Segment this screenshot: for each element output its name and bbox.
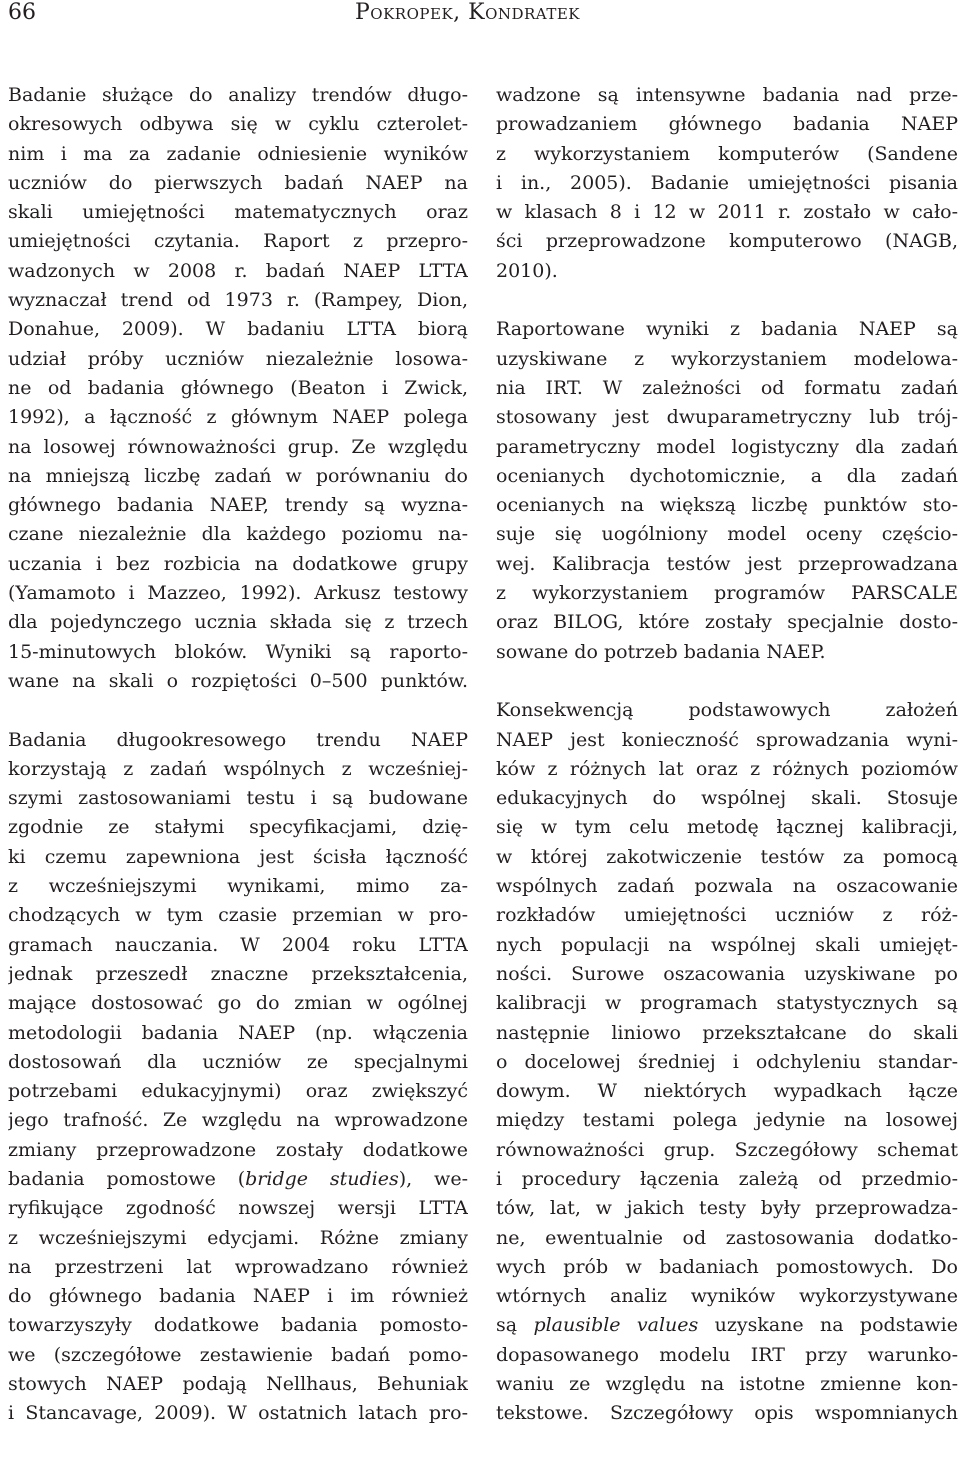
text-line: nych populacji na wspólnej skali umiejęt- [496,933,958,956]
text-line: na przestrzeni lat wprowadzano również [8,1255,468,1278]
text-line: ne od badania głównego (Beaton i Zwick, [8,376,468,399]
text-line: o docelowej średniej i odchyleniu standar- [496,1050,958,1073]
text-line: następnie liniowo przekształcane do skali [496,1021,958,1044]
text-line: Raportowane wyniki z badania NAEP są [496,318,958,341]
text-line: dostosowań dla uczniów ze specjalnymi [8,1050,468,1073]
text-line: prowadzaniem głównego badania NAEP [496,113,958,136]
text-line: dla pojedynczego ucznia składa się z trzech [8,611,468,634]
text-line: z wcześniejszymi edycjami. Różne zmiany [8,1226,468,1249]
text-line: z wykorzystaniem komputerów (Sandene [496,142,958,165]
text-line: ki czemu zapewniona jest ścisła łączność [8,845,468,868]
text-line: NAEP jest konieczność sprowadzania wyni- [496,728,958,751]
text-line: edukacyjnych do wspólnej skali. Stosuje [496,787,958,810]
text-line: ków z różnych lat oraz z różnych poziomów [496,757,958,780]
paragraph-gap [496,286,958,315]
text-line: jednak przeszedł znaczne przekształcenia, [8,962,468,985]
text-line: ne, ewentualnie od zastosowania dodatko- [496,1226,958,1249]
text-line: we (szczegółowe zestawienie badań pomo- [8,1343,468,1366]
text-line: wych prób w badaniach pomostowych. Do [496,1255,958,1278]
text-line: wtórnych analiz wyników wykorzystywane [496,1285,958,1308]
text-line: tekstowe. Szczegółowy opis wspomnianych [496,1402,958,1425]
text-line: wane na skali o rozpiętości 0–500 punktów. [8,669,468,692]
text-line: towarzyszyły dodatkowe badania pomosto- [8,1314,468,1337]
text-line: Badanie służące do analizy trendów długo- [8,84,468,106]
text-line: wadzonych w 2008 r. badań NAEP LTTA [8,259,468,282]
text-segment: uzyskane na podstawie [698,1314,958,1337]
text-line: ności. Surowe oszacowania uzyskiwane po [496,962,958,985]
text-line [496,1311,958,1340]
text-line: na mniejszą liczbę zadań w porównaniu do [8,464,468,487]
text-line: mające dostosować go do zmian w ogólnej [8,992,468,1015]
text-line: w klasach 8 i 12 w 2011 r. zostało w cało- [496,201,958,224]
text-line: potrzebami edukacyjnymi) oraz zwiększyć [8,1080,468,1103]
text-line: Donahue, 2009). W badaniu LTTA biorą [8,318,468,341]
text-line: ści przeprowadzone komputerowo (NAGB, [496,230,958,253]
text-line: parametryczny model logistyczny dla zadań [496,435,958,458]
page-number: 66 [8,0,36,25]
text-line: korzystają z zadań wspólnych z wcześniej- [8,757,468,780]
left-column [8,81,468,1429]
text-line [8,1165,468,1194]
text-line: udział próby uczniów niezależnie losowa- [8,347,468,370]
text-line: wspólnych zadań pozwala na oszacowanie [496,875,958,898]
italic-term-bridge-studies: bridge studies [245,1167,399,1190]
text-line: ocenianych na większą liczbę punktów sto- [496,494,958,517]
text-segment: badania pomostowe ( [8,1167,246,1190]
text-line: i in., 2005). Badanie umiejętności pisania [496,171,958,194]
text-line: dowym. W niektórych wypadkach łącze [496,1080,958,1103]
text-line: wyznaczał trend od 1973 r. (Rampey, Dion, [8,289,468,312]
text-line: tów, lat, w jakich testy były przeprowadza- [496,1197,958,1220]
text-line: szymi zastosowaniami testu i są budowane [8,787,468,810]
paragraph-gap [8,696,468,725]
text-line: dopasowanego modelu IRT przy warunko- [496,1343,958,1366]
text-line: sowane do potrzeb badania NAEP. [496,640,826,663]
paragraph-computer-testing [496,81,958,286]
paragraph-ltta-changes [8,726,468,1429]
text-line: okresowych odbywa się w cyklu czterolet- [8,113,468,136]
text-line: na losowej równoważności grup. Ze względu [8,435,468,458]
paragraph-gap [496,667,958,696]
text-line: uczniów do pierwszych badań NAEP na [8,171,468,194]
text-line: metodologii badania NAEP (np. włączenia [8,1021,468,1044]
paragraph-joint-calibration [496,696,958,1428]
text-line: nia IRT. W zależności od formatu zadań [496,376,958,399]
text-line: umiejętności czytania. Raport z przepro- [8,230,468,253]
text-line: uzyskiwane z wykorzystaniem modelowa- [496,347,958,370]
text-line: wej. Kalibracja testów jest przeprowadzana [496,552,958,575]
text-line: kalibracji w programach statystycznych są [496,992,958,1015]
page-header [0,0,960,30]
text-line: ocenianych dychotomicznie, a dla zadań [496,464,958,487]
text-line: uczania i bez rozbicia na dodatkowe grupy [8,552,468,575]
text-segment: są [496,1314,534,1337]
text-line: rozkładów umiejętności uczniów z róż- [496,904,958,927]
text-line: zgodnie ze stałymi specyfikacjami, dzię- [8,816,468,839]
text-line: suje się uogólniony model oceny częścio- [496,523,958,546]
text-line: waniu ze względu na istotne zmienne kon- [496,1373,958,1396]
running-head: Pokropek, Kondratek [355,0,580,25]
text-line: jego trafność. Ze względu na wprowadzone [8,1109,468,1132]
paragraph-ltta-overview [8,81,468,696]
text-line: głównego badania NAEP, trendy są wyzna- [8,494,468,517]
text-line: gramach nauczania. W 2004 roku LTTA [8,933,468,956]
text-line: równoważności grup. Szczegółowy schemat [496,1138,958,1161]
text-line: w której zakotwiczenie testów za pomocą [496,845,958,868]
text-line: wadzone są intensywne badania nad prze- [496,84,958,106]
text-line: i Stancavage, 2009). W ostatnich latach pro- [8,1402,468,1425]
text-line: 2010). [496,259,558,282]
text-line: zmiany przeprowadzone zostały dodatkowe [8,1138,468,1161]
text-line: Badania długookresowego trendu NAEP [8,728,468,751]
text-line: chodzących w tym czasie przemian w pro- [8,904,468,927]
text-line: nim i ma za zadanie odniesienie wyników [8,142,468,165]
text-line: 15-minutowych bloków. Wyniki są raporto- [8,640,468,663]
text-segment: ), we- [398,1167,468,1190]
text-line: czane niezależnie dla każdego poziomu na- [8,523,468,546]
italic-term-plausible-values: plausible values [533,1314,699,1337]
text-line: do głównego badania NAEP i im również [8,1285,468,1308]
text-line: skali umiejętności matematycznych oraz [8,201,468,224]
right-column [496,81,958,1429]
text-line: (Yamamoto i Mazzeo, 1992). Arkusz testowy [8,582,468,605]
text-line: z wykorzystaniem programów PARSCALE [496,582,958,605]
text-line: ryfikujące zgodność nowszej wersji LTTA [8,1197,468,1220]
text-line: i procedury łączenia zależą od przedmio- [496,1167,958,1190]
text-line: stowych NAEP podają Nellhaus, Behuniak [8,1373,468,1396]
text-line: między testami polega jedynie na losowej [496,1109,958,1132]
text-line: 1992), a łączność z głównym NAEP polega [8,406,468,429]
text-line: oraz BILOG, które zostały specjalnie dosto- [496,611,958,634]
text-line: z wcześniejszymi wynikami, mimo za- [8,875,468,898]
paragraph-irt-modeling [496,315,958,667]
text-line: się w tym celu metodę łącznej kalibracji, [496,816,958,839]
text-line: Konsekwencją podstawowych założeń [496,699,958,722]
text-line: stosowany jest dwuparametryczny lub trój- [496,406,958,429]
